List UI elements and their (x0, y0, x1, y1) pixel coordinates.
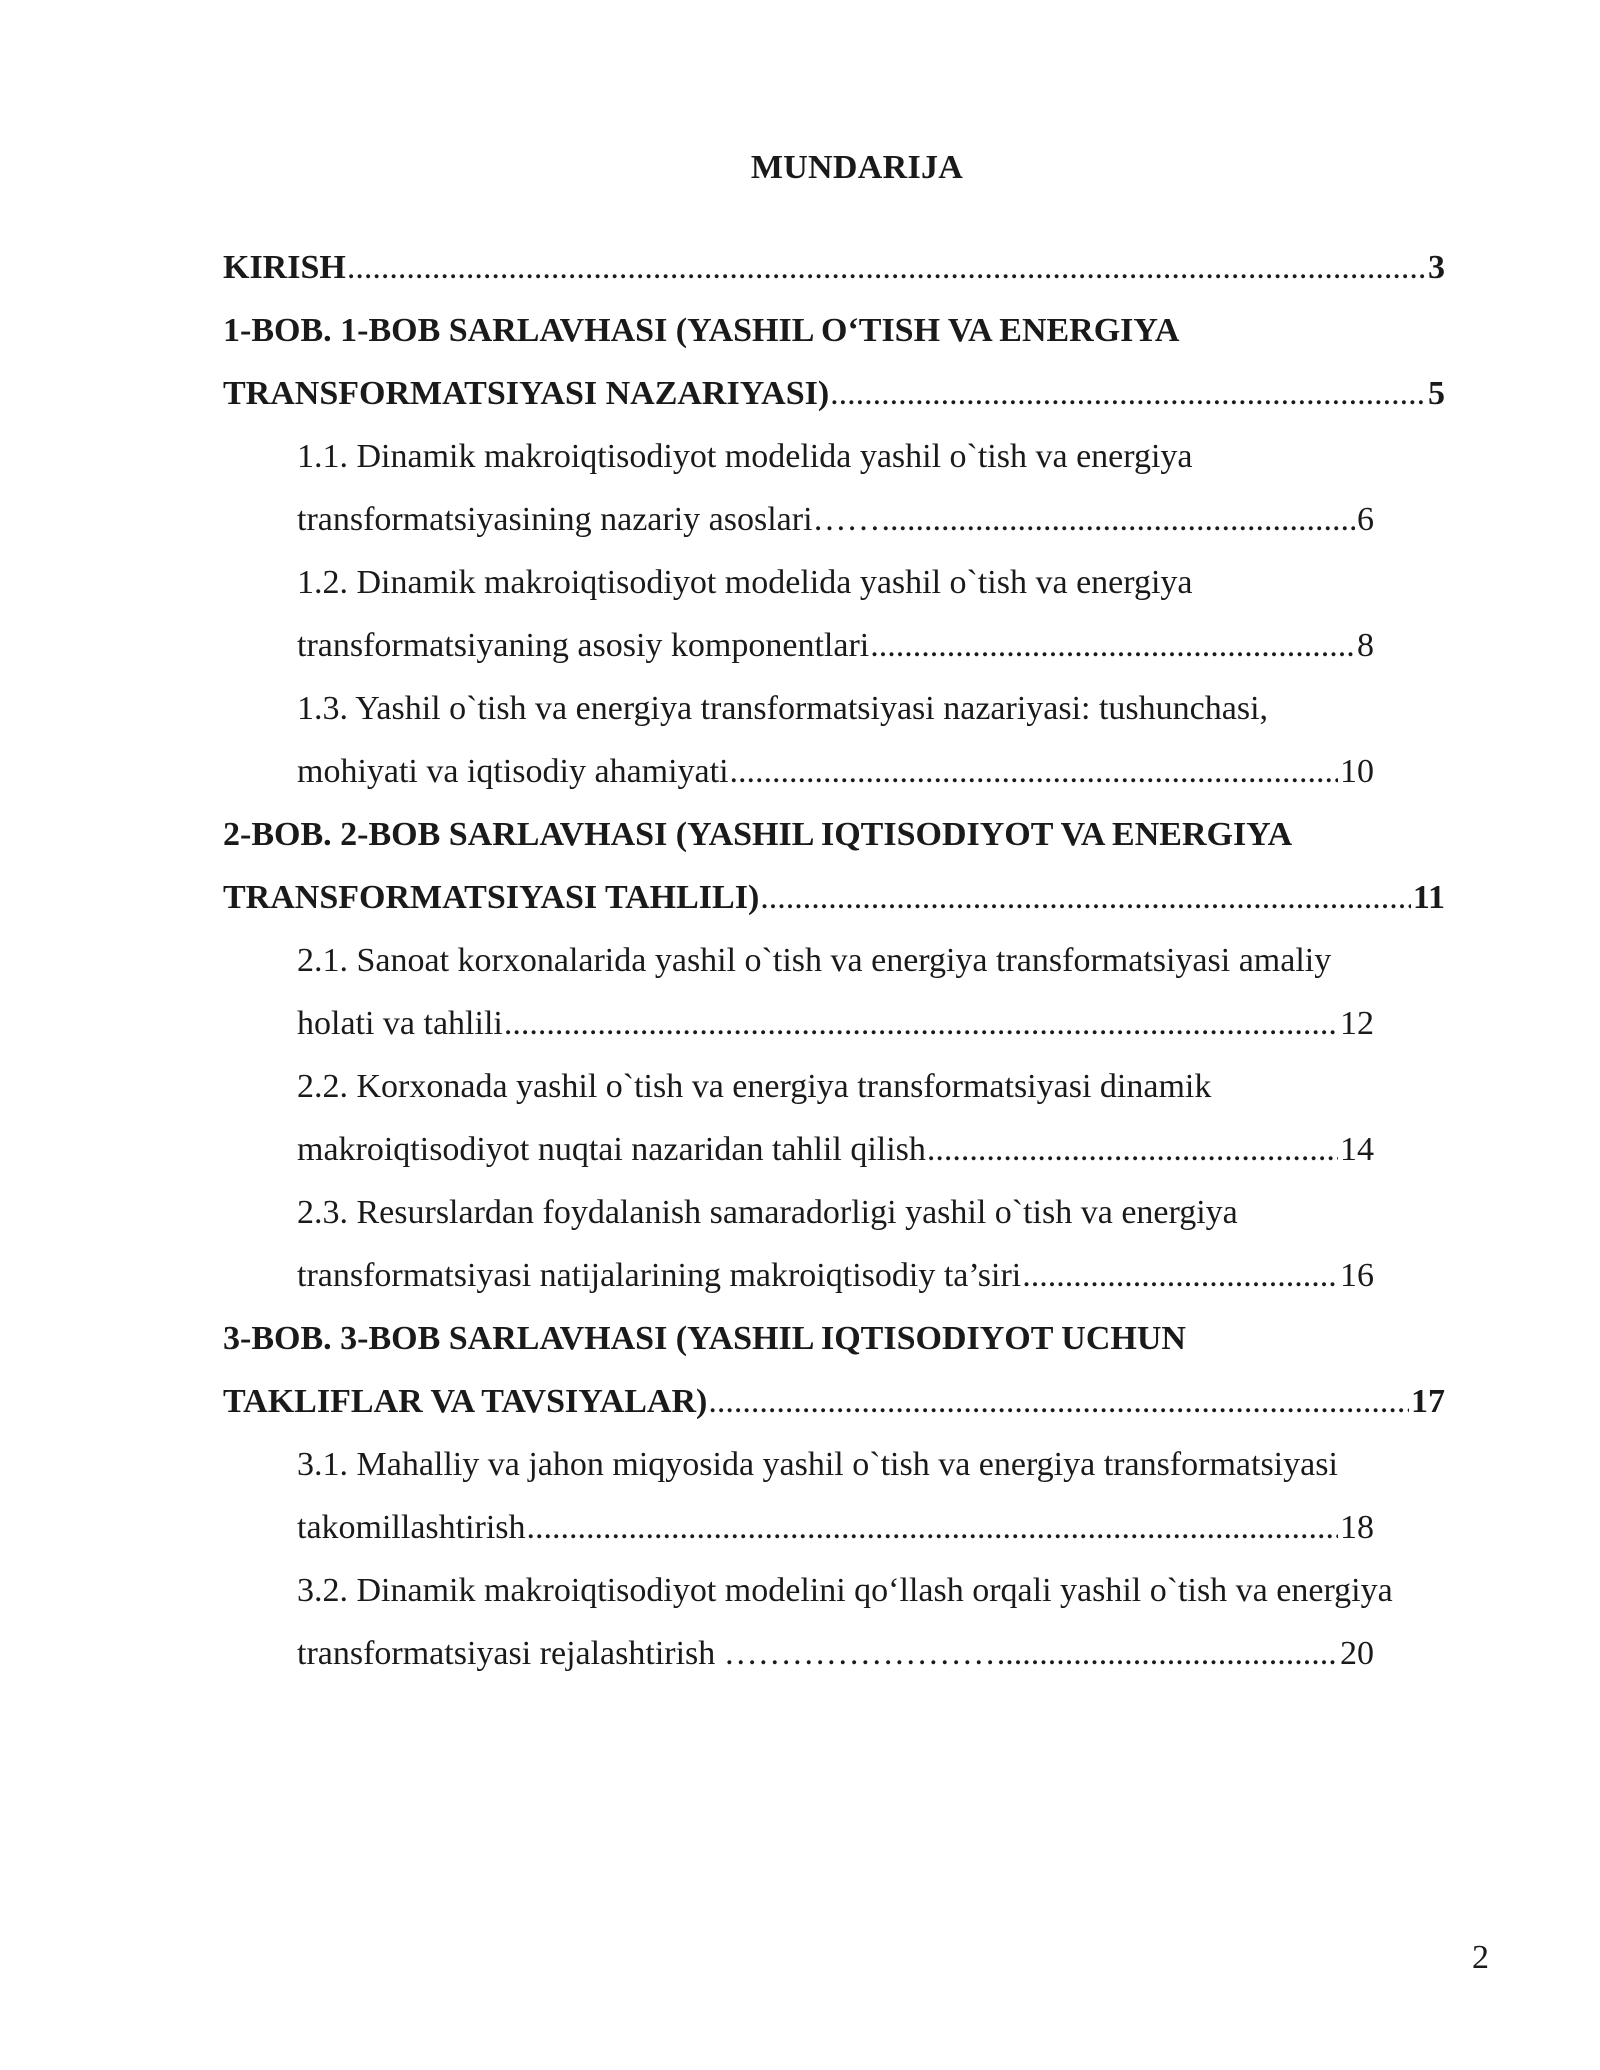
toc-entry-text: transformatsiyasi natijalarining makroiqtisodiy ta’siri (297, 1257, 1022, 1294)
toc-entry-text: TRANSFORMATSIYASI NAZARIYASI) (223, 375, 830, 412)
toc-entry-text: TRANSFORMATSIYASI TAHLILI) (223, 879, 760, 916)
toc-entry-section-1-2[interactable] (0, 551, 1600, 677)
toc-page-ref: 14 (1340, 1131, 1374, 1168)
dot-leader (927, 1118, 1338, 1181)
toc-line (0, 929, 1497, 992)
toc-entry-text: 3.2. Dinamik makroiqtisodiyot modelini qo‘llash orqali yashil o`tish va energiya (297, 1572, 1393, 1609)
toc-entry-text: 1.2. Dinamik makroiqtisodiyot modelida yashil o`tish va energiya (297, 564, 1193, 601)
toc-entry-text: transformatsiyaning asosiy komponentlari (297, 627, 870, 664)
toc-page-ref: 17 (1411, 1383, 1445, 1420)
toc-page-ref: 6 (1357, 501, 1374, 538)
toc-entry-section-2-3[interactable] (0, 1181, 1600, 1307)
toc-page-ref: 3 (1428, 249, 1445, 286)
toc-line (0, 803, 1445, 866)
toc-line (0, 1559, 1497, 1622)
toc-line (0, 1433, 1497, 1496)
dot-leader (870, 614, 1355, 677)
toc-line (0, 362, 1445, 425)
toc-entry-text: makroiqtisodiyot nuqtai nazaridan tahlil qilish (297, 1131, 926, 1168)
toc-line (0, 1118, 1374, 1181)
toc-entry-kirish[interactable] (0, 236, 1600, 299)
table-of-contents (0, 236, 1600, 1685)
toc-entry-text: 2.2. Korxonada yashil o`tish va energiya transformatsiyasi dinamik (297, 1068, 1212, 1105)
toc-entry-text: 1.3. Yashil o`tish va energiya transformatsiyasi nazariyasi: tushunchasi, (297, 690, 1269, 727)
toc-entry-text: 2.1. Sanoat korxonalarida yashil o`tish va energiya transformatsiyasi amaliy (297, 942, 1332, 979)
toc-entry-text: 1.1. Dinamik makroiqtisodiyot modelida yashil o`tish va energiya (297, 438, 1193, 475)
toc-entry-text: 2-BOB. 2-BOB SARLAVHASI (YASHIL IQTISODIYOT VA ENERGIYA (223, 816, 1293, 853)
dot-leader (527, 1496, 1338, 1559)
dot-leader (882, 488, 1355, 551)
toc-entry-text: transformatsiyasining nazariy asoslari…… (297, 501, 881, 538)
toc-line (0, 614, 1374, 677)
toc-page-ref: 8 (1357, 627, 1374, 664)
toc-entry-chapter-2[interactable] (0, 803, 1600, 929)
toc-entry-text: 1-BOB. 1-BOB SARLAVHASI (YASHIL O‘TISH VA ENERGIYA (223, 312, 1180, 349)
toc-line (0, 551, 1497, 614)
toc-line (0, 740, 1374, 803)
toc-entry-chapter-1[interactable] (0, 299, 1600, 425)
toc-entry-text: KIRISH (223, 249, 346, 286)
toc-line (0, 1496, 1374, 1559)
page-number: 2 (1472, 1939, 1489, 1976)
toc-entry-text: mohiyati va iqtisodiy ahamiyati (297, 753, 729, 790)
toc-entry-section-3-2[interactable] (0, 1559, 1600, 1685)
toc-line (0, 1622, 1374, 1685)
dot-leader (760, 866, 1411, 929)
toc-page-ref: 12 (1340, 1005, 1374, 1042)
toc-entry-text: transformatsiyasi rejalashtirish …………………… (297, 1635, 996, 1672)
toc-entry-section-2-2[interactable] (0, 1055, 1600, 1181)
toc-entry-section-3-1[interactable] (0, 1433, 1600, 1559)
toc-title: MUNDARIJA (750, 149, 964, 186)
toc-page-ref: 16 (1340, 1257, 1374, 1294)
toc-entry-section-1-3[interactable] (0, 677, 1600, 803)
toc-page-ref: 11 (1412, 879, 1445, 916)
toc-line (0, 992, 1374, 1055)
toc-line (0, 236, 1445, 299)
toc-entry-section-1-1[interactable] (0, 425, 1600, 551)
toc-line (0, 425, 1497, 488)
toc-line (0, 1370, 1445, 1433)
toc-page-ref: 20 (1340, 1635, 1374, 1672)
toc-entry-text: holati va tahlili (297, 1005, 503, 1042)
toc-entry-text: TAKLIFLAR VA TAVSIYALAR) (223, 1383, 708, 1420)
toc-entry-chapter-3[interactable] (0, 1307, 1600, 1433)
toc-line (0, 1055, 1497, 1118)
toc-page-ref: 18 (1340, 1509, 1374, 1546)
toc-entry-text: takomillashtirish (297, 1509, 526, 1546)
dot-leader (997, 1622, 1338, 1685)
toc-line (0, 677, 1497, 740)
toc-line (0, 1307, 1445, 1370)
dot-leader (730, 740, 1338, 803)
toc-entry-text: 2.3. Resurslardan foydalanish samaradorligi yashil o`tish va energiya (297, 1194, 1238, 1231)
dot-leader (830, 362, 1426, 425)
dot-leader (504, 992, 1338, 1055)
dot-leader (708, 1370, 1409, 1433)
toc-entry-section-2-1[interactable] (0, 929, 1600, 1055)
toc-line (0, 1244, 1374, 1307)
dot-leader (347, 236, 1426, 299)
dot-leader (1022, 1244, 1338, 1307)
toc-entry-text: 3-BOB. 3-BOB SARLAVHASI (YASHIL IQTISODIYOT UCHUN (223, 1320, 1186, 1357)
toc-page-ref: 10 (1340, 753, 1374, 790)
toc-line (0, 299, 1445, 362)
toc-line (0, 488, 1374, 551)
toc-line (0, 1181, 1497, 1244)
toc-entry-text: 3.1. Mahalliy va jahon miqyosida yashil o`tish va energiya transformatsiyasi (297, 1446, 1338, 1483)
toc-line (0, 866, 1445, 929)
toc-page-ref: 5 (1428, 375, 1445, 412)
